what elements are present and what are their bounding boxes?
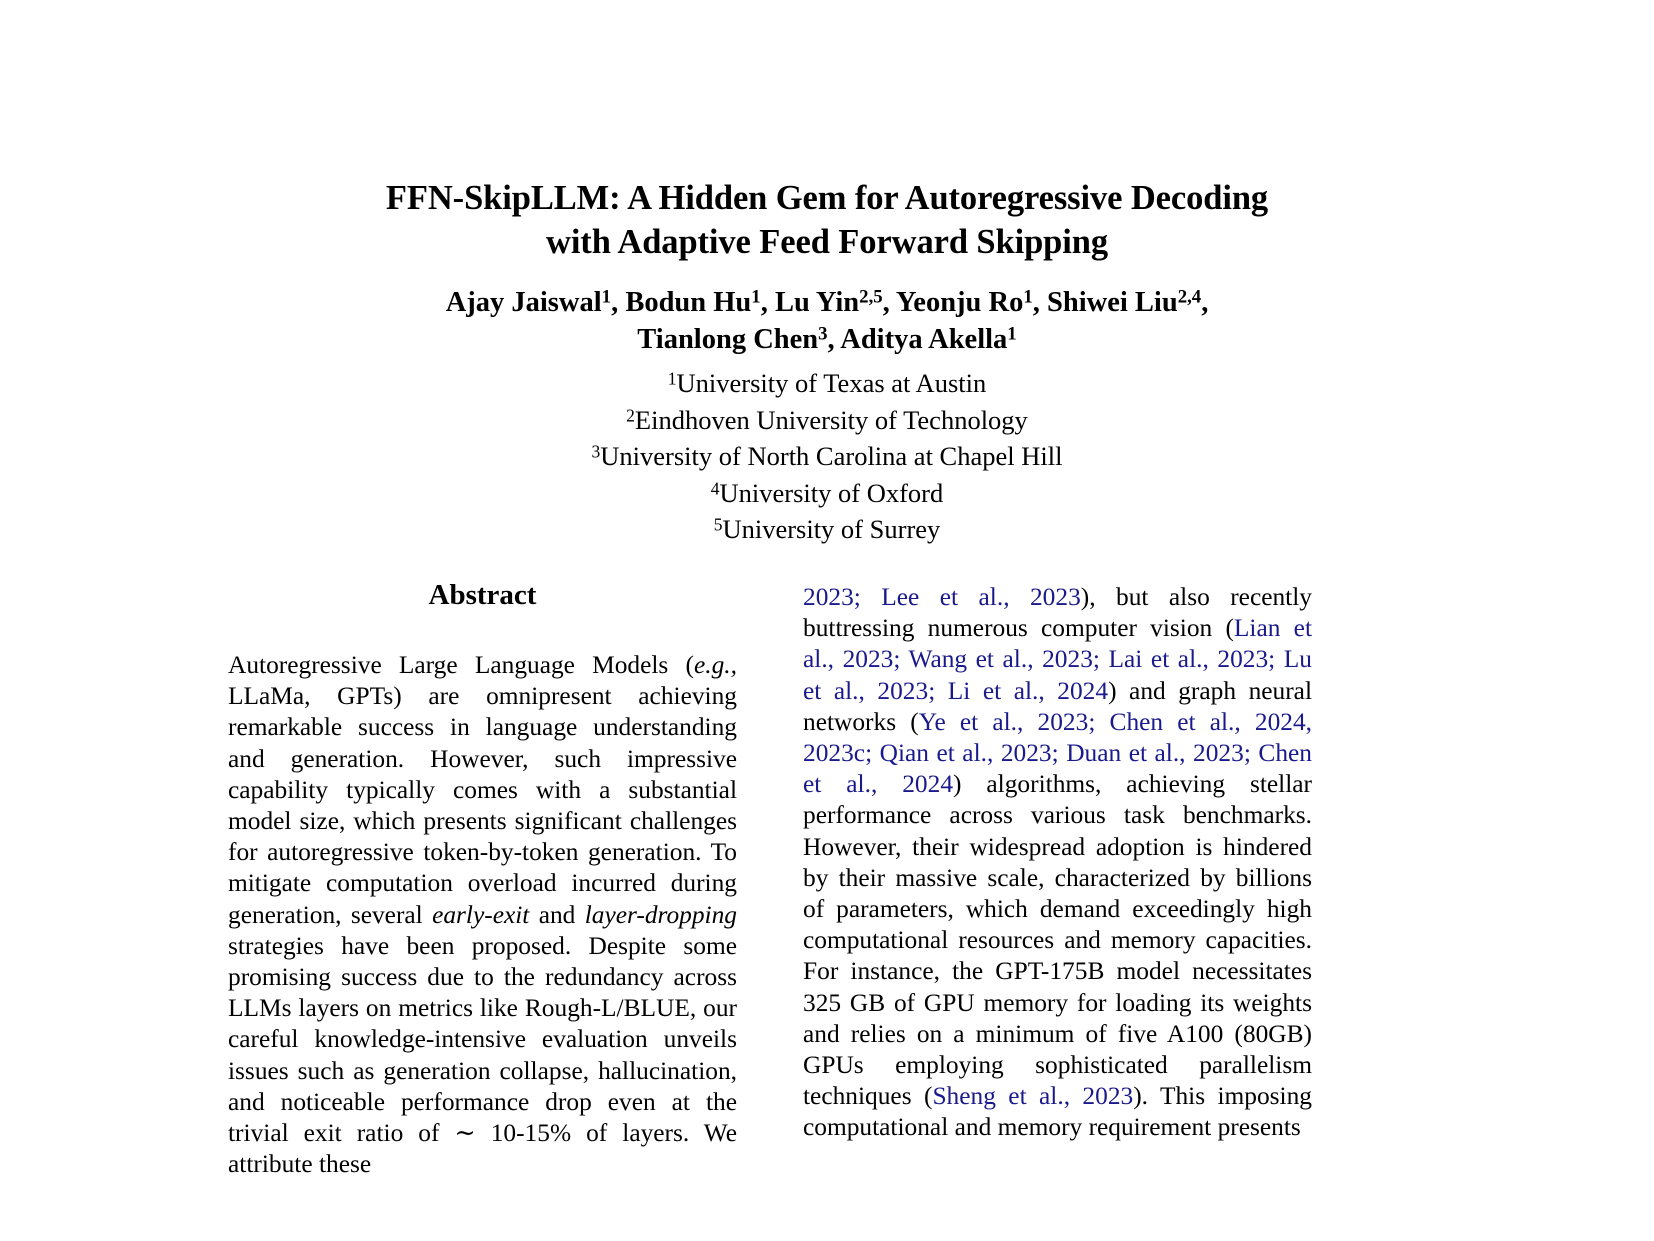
citation-link[interactable]: Duan et al., 2023 bbox=[1066, 739, 1244, 768]
author-separator: , bbox=[827, 324, 841, 355]
affiliation-name: University of Oxford bbox=[719, 477, 944, 508]
citation-link[interactable]: 2023 bbox=[803, 583, 854, 611]
text-run: ) algorithms, achieving stellar performance across various task benchmarks. However, their widespread adoption is hindered by their massive scale, characterized by billions of parameters, which demand exceedingly high computational resources and memory capacities. For instance, the GPT-175B model necessitates 325 GB of GPU memory for loading its weights and relies on a minimum of five A100 (80GB) GPUs employing sophisticated parallelism techniques ( bbox=[803, 770, 1312, 1111]
author-line-1 bbox=[252, 284, 1402, 321]
author-name: Bodun Hu$^1$ bbox=[625, 286, 761, 318]
abstract-text bbox=[228, 650, 737, 1180]
citation-link[interactable]: ; bbox=[1243, 739, 1259, 768]
affiliation-marker: 4 bbox=[710, 477, 720, 498]
author-name: Aditya Akella$^1$ bbox=[840, 323, 1017, 355]
affiliation-item bbox=[252, 402, 1402, 439]
affiliation-item bbox=[252, 511, 1402, 548]
citation-link[interactable]: Chen et al., 2024 bbox=[803, 739, 1312, 799]
affiliation-item bbox=[252, 365, 1402, 402]
body-columns bbox=[0, 578, 1654, 1241]
text-run: ). This imposing computational and memory requirement presents bbox=[803, 1082, 1312, 1142]
text-run: and bbox=[529, 900, 585, 929]
abstract-heading: Abstract bbox=[428, 579, 537, 611]
author-affiliation-marker: 3 bbox=[818, 323, 828, 345]
affiliation-list bbox=[252, 365, 1402, 548]
author-name: Yeonju Ro$^1$ bbox=[895, 286, 1033, 318]
citation-link[interactable]: Sheng et al., 2023 bbox=[932, 1082, 1134, 1111]
column-left bbox=[228, 578, 737, 1241]
citation-link[interactable]: Li et al., 2024 bbox=[947, 676, 1109, 705]
author-affiliation-marker: 2,5 bbox=[859, 286, 883, 308]
author-name: Ajay Jaiswal$^1$ bbox=[445, 286, 612, 318]
citation-link[interactable]: ; bbox=[1268, 645, 1284, 674]
title-line-2: with Adaptive Feed Forward Skipping bbox=[546, 223, 1108, 261]
author-name: Shiwei Liu$^{2,4}$ bbox=[1047, 286, 1202, 318]
introduction-text bbox=[803, 582, 1312, 1144]
citation-link[interactable]: ; bbox=[853, 583, 882, 611]
citation-link[interactable]: ; bbox=[865, 739, 880, 768]
citation-link[interactable]: Lu et al., 2023 bbox=[803, 645, 1312, 705]
citation-link[interactable]: , bbox=[1305, 707, 1312, 736]
citation-link[interactable]: 2023c bbox=[803, 739, 866, 768]
author-affiliation-marker: 1 bbox=[601, 286, 612, 308]
citation-link[interactable]: Ye et al., 2023 bbox=[918, 707, 1089, 736]
author-affiliation-marker: 2,4 bbox=[1177, 286, 1202, 308]
citation-link[interactable]: Wang et al., 2023 bbox=[908, 645, 1093, 674]
affiliation-item bbox=[252, 438, 1402, 475]
citation-link[interactable]: Lian et al., 2023 bbox=[803, 614, 1312, 674]
citation-link[interactable]: ; bbox=[1051, 739, 1067, 768]
affiliation-name: University of North Carolina at Chapel Hill bbox=[600, 441, 1063, 471]
citation-link[interactable]: ; bbox=[1092, 645, 1109, 674]
affiliation-marker: 3 bbox=[591, 441, 601, 462]
author-affiliation-marker: 1 bbox=[751, 286, 761, 308]
citation-link[interactable]: ; bbox=[893, 645, 909, 674]
title-line-1: FFN-SkipLLM: A Hidden Gem for Autoregressive Decoding bbox=[385, 179, 1269, 217]
paper-header bbox=[0, 0, 1654, 548]
author-separator: , bbox=[611, 287, 626, 318]
text-run: Autoregressive Large Language Models ( bbox=[228, 651, 694, 679]
citation-link[interactable]: Chen et al., 2024 bbox=[1109, 707, 1306, 736]
emphasis-text: layer-dropping bbox=[584, 900, 737, 929]
citation-link[interactable]: Lee et al., 2023 bbox=[881, 583, 1081, 611]
affiliation-name: University of Surrey bbox=[722, 514, 941, 544]
text-run: ) and graph neural networks ( bbox=[803, 676, 1312, 736]
citation-link[interactable]: ; bbox=[928, 676, 948, 705]
affiliation-marker: 2 bbox=[626, 404, 635, 425]
column-right bbox=[803, 578, 1312, 1241]
author-list bbox=[252, 284, 1402, 358]
affiliation-marker: 5 bbox=[713, 514, 723, 535]
author-separator: , bbox=[1032, 287, 1048, 318]
affiliation-name: University of Texas at Austin bbox=[676, 368, 987, 398]
text-run: LLaMa, GPTs) are omnipresent achieving remarkable success in language understanding and generation. However, such impressive capability typically comes with a substantial model size, which presents significant challenges for autoregressive token-by-token generation. To mitigate computation overload incurred during generation, several bbox=[228, 682, 737, 929]
page-title bbox=[277, 176, 1377, 264]
affiliation-marker: 1 bbox=[667, 368, 677, 389]
affiliation-name: Eindhoven University of Technology bbox=[634, 404, 1028, 435]
author-affiliation-marker: 1 bbox=[1007, 323, 1017, 345]
author-name: Tianlong Chen$^3$ bbox=[637, 323, 828, 355]
affiliation-item bbox=[252, 475, 1402, 512]
emphasis-text: early-exit bbox=[432, 900, 530, 929]
author-separator: , bbox=[760, 287, 775, 318]
author-separator: , bbox=[1201, 287, 1209, 318]
citation-link[interactable]: ; bbox=[1088, 707, 1110, 736]
author-affiliation-marker: 1 bbox=[1023, 286, 1033, 308]
author-line-2 bbox=[252, 321, 1402, 358]
emphasis-text: e.g., bbox=[693, 651, 737, 679]
text-run: ), but also recently buttressing numerous computer vision ( bbox=[803, 583, 1312, 643]
text-run: strategies have been proposed. Despite some promising success due to the redundancy across LLMs layers on metrics like Rough-L/BLUE, our careful knowledge-intensive evaluation unveils issues such as generation collapse, hallucination, and noticeable performance drop even at the trivial exit ratio of ∼ 10-15% of layers. We attribute these bbox=[228, 931, 737, 1179]
citation-link[interactable]: Qian et al., 2023 bbox=[879, 739, 1052, 768]
author-name: Lu Yin$^{2,5}$ bbox=[774, 286, 883, 318]
citation-link[interactable]: Lai et al., 2023 bbox=[1108, 645, 1269, 674]
author-separator: , bbox=[882, 287, 896, 318]
